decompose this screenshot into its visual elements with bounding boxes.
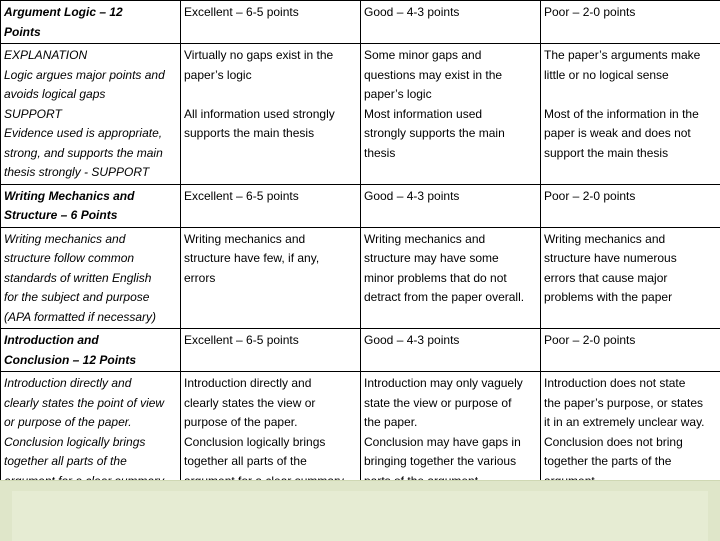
description-line [544,85,717,105]
criterion-title-line: Structure – 6 Points [4,206,177,226]
level-heading-poor: Poor – 2-0 points [541,329,720,372]
footer-band [0,480,720,541]
description-line: Writing mechanics and [364,230,537,250]
description-line: structure have numerous [544,249,717,269]
description-line: the paper. [364,413,537,433]
description-line: or purpose of the paper. [4,413,177,433]
description-line: purpose of the paper. [184,413,357,433]
description-line: structure have few, if any, [184,249,357,269]
section-body-row [1,227,720,329]
section-body-row [1,44,720,185]
criterion-title [1,1,181,44]
level-description-excellent [181,227,361,329]
description-line: the paper’s purpose, or states [544,394,717,414]
description-line: strong, and supports the main [4,144,177,164]
description-line: Conclusion may have gaps in [364,433,537,453]
description-line: Most information used [364,105,537,125]
criterion-description [1,227,181,329]
criterion-title-line: Introduction and [4,331,177,351]
description-line: support the main thesis [544,144,717,164]
level-description-good [361,227,541,329]
description-line: together all parts of the [184,452,357,472]
description-line: paper’s logic [364,85,537,105]
description-line: Most of the information in the [544,105,717,125]
criterion-description [1,372,181,493]
description-line: questions may exist in the [364,66,537,86]
description-line: little or no logical sense [544,66,717,86]
description-line: Virtually no gaps exist in the [184,46,357,66]
criterion-title [1,329,181,372]
criterion-title-line: Points [4,23,177,43]
level-heading-excellent: Excellent – 6-5 points [181,184,361,227]
criterion-title [1,184,181,227]
level-heading-good: Good – 4-3 points [361,1,541,44]
description-line: detract from the paper overall. [364,288,537,308]
rubric-body [1,1,720,493]
level-heading-poor: Poor – 2-0 points [541,1,720,44]
description-line: together all parts of the [4,452,177,472]
description-line: Conclusion logically brings [4,433,177,453]
level-description-good [361,372,541,493]
level-description-poor [541,372,720,493]
level-heading-excellent: Excellent – 6-5 points [181,1,361,44]
description-line: The paper’s arguments make [544,46,717,66]
level-description-excellent [181,44,361,185]
description-line: it in an extremely unclear way. [544,413,717,433]
description-line: errors that cause major [544,269,717,289]
level-description-excellent [181,372,361,493]
description-line: state the view or purpose of [364,394,537,414]
description-line: Introduction may only vaguely [364,374,537,394]
level-heading-poor: Poor – 2-0 points [541,184,720,227]
description-line: Conclusion logically brings [184,433,357,453]
level-description-good [361,44,541,185]
description-line: Writing mechanics and [4,230,177,250]
description-line: clearly states the view or [184,394,357,414]
section-body-row [1,372,720,493]
description-line: errors [184,269,357,289]
description-line: clearly states the point of view [4,394,177,414]
description-line: All information used strongly [184,105,357,125]
description-line: Some minor gaps and [364,46,537,66]
description-line: Introduction directly and [4,374,177,394]
level-heading-good: Good – 4-3 points [361,329,541,372]
section-header-row [1,329,720,372]
criterion-title-line: Conclusion – 12 Points [4,351,177,371]
footer-band-inner [12,491,708,541]
section-header-row [1,1,720,44]
description-line: paper is weak and does not [544,124,717,144]
description-line: structure may have some [364,249,537,269]
description-line: bringing together the various [364,452,537,472]
description-line: supports the main thesis [184,124,357,144]
description-line: EXPLANATION [4,46,177,66]
description-line: for the subject and purpose [4,288,177,308]
description-line: standards of written English [4,269,177,289]
description-line: Introduction does not state [544,374,717,394]
description-line: SUPPORT [4,105,177,125]
description-line: Conclusion does not bring [544,433,717,453]
description-line: Evidence used is appropriate, [4,124,177,144]
section-header-row [1,184,720,227]
description-line: Writing mechanics and [184,230,357,250]
level-description-poor [541,44,720,185]
description-line: (APA formatted if necessary) [4,308,177,328]
description-line [184,85,357,105]
description-line: Introduction directly and [184,374,357,394]
description-line: minor problems that do not [364,269,537,289]
description-line: together the parts of the [544,452,717,472]
description-line: thesis strongly - SUPPORT [4,163,177,183]
criterion-description [1,44,181,185]
description-line: avoids logical gaps [4,85,177,105]
criterion-title-line: Argument Logic – 12 [4,3,177,23]
description-line: problems with the paper [544,288,717,308]
description-line: thesis [364,144,537,164]
description-line: strongly supports the main [364,124,537,144]
level-heading-good: Good – 4-3 points [361,184,541,227]
level-description-poor [541,227,720,329]
description-line: Logic argues major points and [4,66,177,86]
description-line: paper’s logic [184,66,357,86]
level-heading-excellent: Excellent – 6-5 points [181,329,361,372]
description-line: Writing mechanics and [544,230,717,250]
description-line: structure follow common [4,249,177,269]
criterion-title-line: Writing Mechanics and [4,187,177,207]
